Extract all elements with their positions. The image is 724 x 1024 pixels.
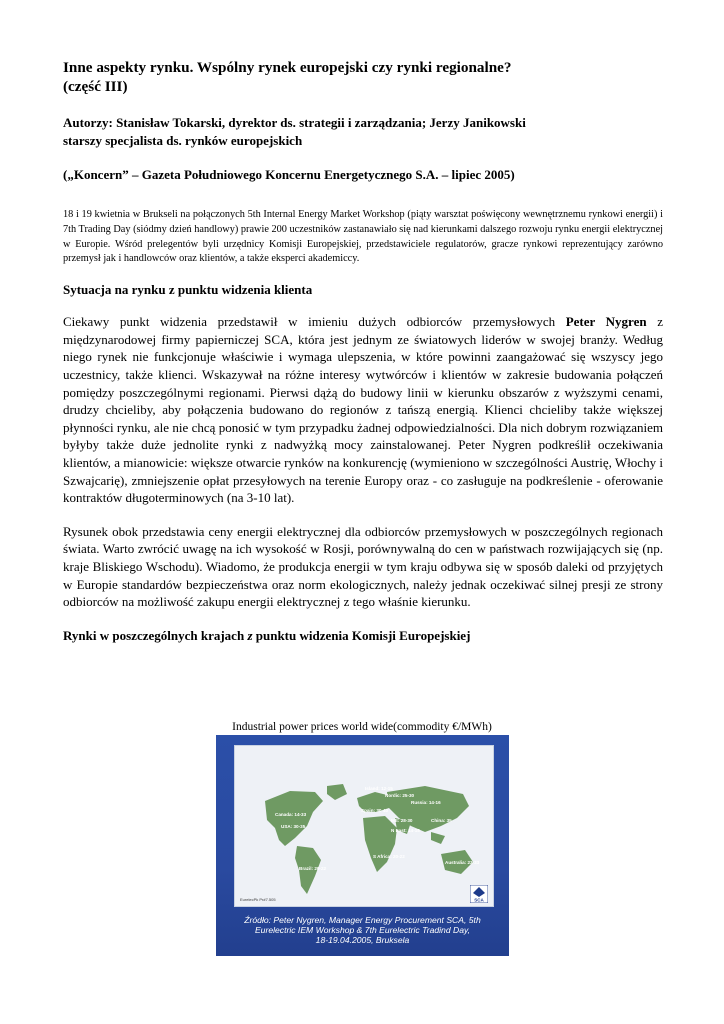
title-line-2: (część III) [63,78,128,95]
source-line-2: Eurelectric IEM Workshop & 7th Eurelectric Tradind Day, [254,925,471,935]
region-label-me: ME: 28-30 [391,818,413,823]
para1-rest: z międzynarodowej firmy papierniczej SCA, która jest jednym ze światowych liderów w swojej branży. Według niego rynek nie funkcjonuje właściwie i wymaga ulepszenia, w które powinni zaangażować się wszyscy jego uczestnicy, także klienci. Wskazywał na różne interesy wytwórców i klientów w zakresie budowania połączeń pomiędzy poszczególnymi regionami. Pierwsi dążą do budowy linii w kierunku obszarów z wyższymi cenami, drudzy chcieliby, aby połączenia budowano do regionów z tańszą energią. Klienci chcieliby także większej płynności rynku, ale nie chcą ponosić w tym przypadku żadnej odpowiedzialności. Dla nich dobrym rozwiązaniem byłyby także duże jednolite rynki z nadwyżką mocy zainstalowanej. Peter Nygren podkreślił oczekiwania klientów, a mianowicie: większe otwarcie rynków na konkurencję (wymieniono w szczególności Austrię, Włochy i Szwajcarię), zmniejszenie opłat przesyłowych na terenie Europy oraz - co zasługuje na podkreślenie - oferowanie kontraktów długoterminowych (na 3-10 lat). [63,314,663,506]
document-title [63,58,663,96]
heading-part-b: punktu widzenia Komisji Europejskiej [252,627,471,643]
region-label-nordic: Nordic: 25-30 [385,793,415,798]
intro-paragraph: 18 i 19 kwietnia w Brukseli na połączonych 5th Internal Energy Market Workshop (piąty warsztat poświęcony wewnętrznemu rynkowi energii) i 7th Trading Day (siódmy dzień handlowy) prawie 200 uczestników zastanawiało się nad kierunkami dalszego rozwoju rynku energii elektrycznej w Europie. Wśród prelegentów byli urzędnicy Komisji Europejskiej, przedstawiciele regulatorów, gracze rynkowi reprezentujący zarówno przemysł jak i handlowców oraz klientów, a także eksperci akademiccy. [63,209,664,265]
region-label-china: China: 35 [431,818,452,823]
section-heading-client: Sytuacja na rynku z punktu widzenia klienta [63,282,313,298]
land-africa [363,816,397,872]
land-se-asia [431,832,445,844]
speaker-name: Peter Nygren [565,314,647,330]
land-north-america [265,791,323,846]
sca-logo [470,885,488,903]
region-label-usa: USA: 30-35 [281,824,306,829]
region-label-spain: Spain: 30-40 [361,808,389,813]
document-page [63,58,663,645]
authors-line-1: Autorzy: Stanisław Tokarski, dyrektor ds. strategii i zarządzania; Jerzy Janikowski [63,115,526,130]
slide-footer-label: EurelecPk Pr#7.505 [240,897,276,902]
region-label-brazil: Brazil: 20-22 [299,866,327,871]
para1-start: Ciekawy punkt widzenia przedstawił w imieniu dużych odbiorców przemysłowych [63,314,566,330]
figure-source [216,915,509,945]
region-label-s-africa: S Africa: 20-22 [373,854,405,859]
region-label-australia: Australia: 23-33 [445,860,480,865]
authors-line-2: starszy specjalista ds. rynków europejskich [63,133,303,148]
body-paragraph-2: Rysunek obok przedstawia ceny energii elektrycznej dla odbiorców przemysłowych w poszczególnych regionach świata. Warto zwrócić uwagę na ich wysokość w Rosji, porównywalną do cen w państwach rozwijających się (np. kraje Bliskiego Wschodu). Wiadomo, że produkcja energii w tym kraju odbywa się w sposób daleki od przyjętych w Europie standardów bezpieczeństwa oraz norm ekologicznych, należy jednak oczekiwać silnej presji ze strony odbiorców na możliwość zakupu energii elektrycznej z tego właśnie kierunku. [63,523,663,610]
source-citation: („Koncern” – Gazeta Południowego Koncernu Energetycznego S.A. – lipiec 2005) [63,167,515,182]
source-line-3: 18-19.04.2005, Bruksela [315,935,410,945]
region-label-russia: Russia: 14-16 [411,800,441,805]
source-line-1: Źródło: Peter Nygren, Manager Energy Procurement SCA, 5th [244,915,481,925]
region-label-island: Island: 12-15 [365,786,393,791]
title-line-1: Inne aspekty rynku. Wspólny rynek europejski czy rynki regionalne? [63,59,512,76]
region-label-canada: Canada: 14-33 [275,812,307,817]
sca-logo-text: SCA [474,897,484,903]
price-map-figure [216,735,509,956]
land-greenland [327,784,347,800]
figure-caption: Industrial power prices world wide(commodity €/MWh) [232,721,492,733]
heading-part-a: Rynki w poszczególnych krajach [63,627,248,643]
world-map [235,746,493,906]
section-heading-commission [63,627,663,645]
heading-part-z: z [247,627,253,643]
authors [63,114,663,150]
body-paragraph-1 [63,313,663,507]
region-label-n-east: N East: 14-15 [391,828,420,833]
map-panel [234,745,494,907]
